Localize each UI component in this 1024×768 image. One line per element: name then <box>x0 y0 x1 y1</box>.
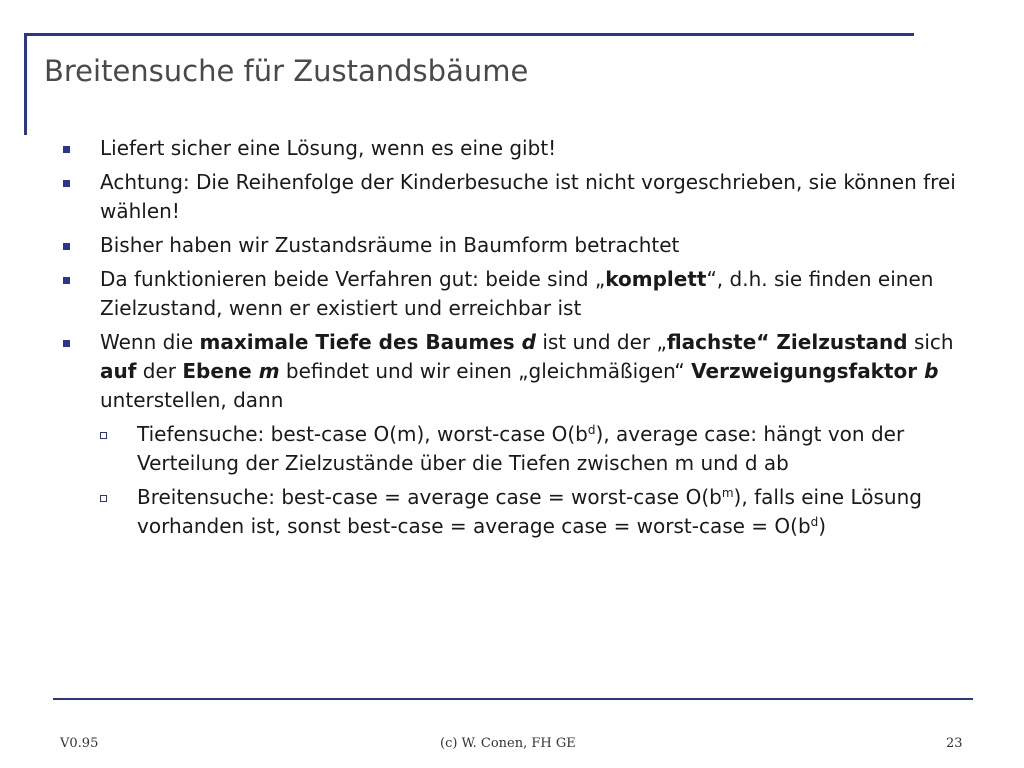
bullet-text: Liefert sicher eine Lösung, wenn es eine gibt! <box>100 136 557 160</box>
bullet-text: Achtung: Die Reihenfolge der Kinderbesuche ist nicht vorgeschrieben, sie können frei wählen! <box>100 170 956 223</box>
sub-bullet-text: ) <box>818 514 827 538</box>
bullet-item <box>62 328 972 415</box>
hollow-square-bullet-icon <box>100 495 107 502</box>
bullet-text: der <box>136 359 183 383</box>
bold-italic-variable: d <box>521 330 536 354</box>
bold-term: maximale Tiefe des Baumes <box>199 330 522 354</box>
bold-italic-variable: m <box>258 359 280 383</box>
bullet-text: unterstellen, dann <box>100 388 284 412</box>
bullet-item <box>62 265 972 323</box>
bold-term: Verzweigungsfaktor <box>691 359 925 383</box>
bullet-text: “, d.h. sie finden einen Zielzustand, wenn er existiert und erreichbar ist <box>100 267 934 320</box>
footer-copyright: (c) W. Conen, FH GE <box>440 736 576 751</box>
bullet-item <box>62 231 972 260</box>
square-bullet-icon <box>63 340 70 347</box>
sub-bullet-item <box>62 483 972 541</box>
bold-term: flachste“ Zielzustand <box>666 330 908 354</box>
bullet-text: Bisher haben wir Zustandsräume in Baumform betrachtet <box>100 233 680 257</box>
bold-term: Ebene <box>182 359 259 383</box>
top-rule <box>24 33 914 36</box>
square-bullet-icon <box>63 277 70 284</box>
superscript: d <box>587 423 596 437</box>
left-rule <box>24 33 27 135</box>
footer-page-number: 23 <box>946 736 963 751</box>
bullet-item <box>62 134 972 163</box>
square-bullet-icon <box>63 243 70 250</box>
slide-title: Breitensuche für Zustandsbäume <box>44 54 529 88</box>
sub-bullet-text: Breitensuche: best-case = average case = worst-case O(b <box>137 485 722 509</box>
bold-term: auf <box>100 359 137 383</box>
bullet-text: befindet und wir einen „gleichmäßigen“ <box>279 359 692 383</box>
sub-bullet-text: ), falls eine Lösung vorhanden ist, sonst best-case = average case = worst-case = O(b <box>137 485 922 538</box>
footer-version: V0.95 <box>60 736 99 751</box>
bold-italic-variable: b <box>924 359 939 383</box>
superscript: m <box>721 486 734 500</box>
bottom-rule <box>53 698 973 700</box>
bullet-text: sich <box>907 330 954 354</box>
bullet-text: Da funktionieren beide Verfahren gut: beide sind „ <box>100 267 606 291</box>
bold-term: komplett <box>605 267 707 291</box>
slide-body <box>62 134 972 546</box>
square-bullet-icon <box>63 180 70 187</box>
sub-bullet-text: ), average case: hängt von der Verteilung der Zielzustände über die Tiefen zwischen m und d ab <box>137 422 905 475</box>
superscript: d <box>810 515 819 529</box>
hollow-square-bullet-icon <box>100 432 107 439</box>
bullet-item <box>62 168 972 226</box>
sub-bullet-text: Tiefensuche: best-case O(m), worst-case O(b <box>137 422 588 446</box>
bullet-text: ist und der „ <box>535 330 667 354</box>
sub-bullet-item <box>62 420 972 478</box>
bullet-text: Wenn die <box>100 330 200 354</box>
square-bullet-icon <box>63 146 70 153</box>
